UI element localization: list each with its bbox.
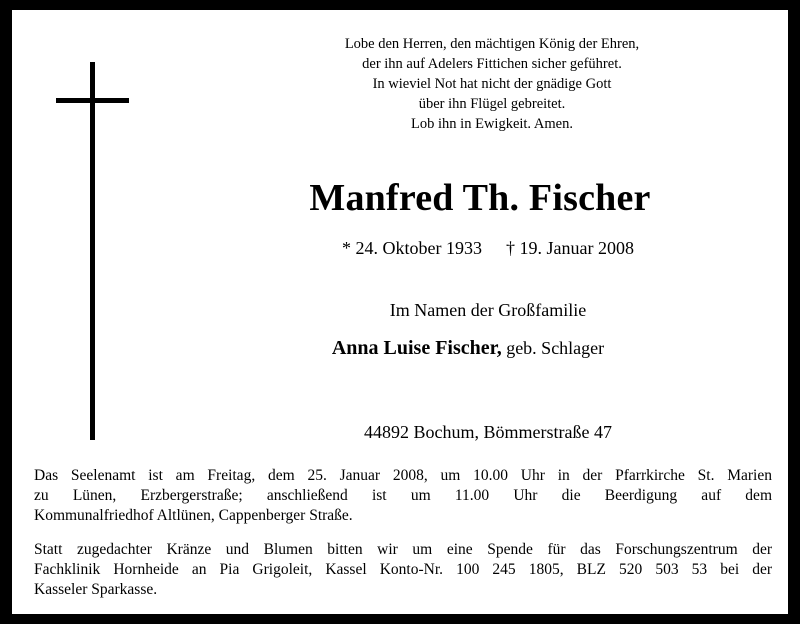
verse-line: der ihn auf Adelers Fittichen sicher geführet. bbox=[362, 56, 622, 72]
obituary-card bbox=[12, 10, 788, 614]
birth-date: * 24. Oktober 1933 bbox=[342, 238, 482, 258]
donation-notice-line: Kasseler Sparkasse. bbox=[34, 581, 158, 598]
life-dates bbox=[298, 238, 678, 259]
funeral-notice-line: zu Lünen, Erzbergerstraße; anschließend ist um 11.00 Uhr die Beerdigung auf dem bbox=[34, 487, 772, 504]
mourner-name: Anna Luise Fischer, bbox=[331, 337, 502, 359]
mourner-address: 44892 Bochum, Bömmerstraße 47 bbox=[364, 422, 612, 442]
verse-line: In wieviel Not hat nicht der gnädige Gott bbox=[372, 76, 612, 92]
cross-vertical-bar bbox=[90, 62, 95, 440]
hymn-verse bbox=[302, 34, 682, 134]
verse-line: Lobe den Herren, den mächtigen König der Ehren, bbox=[344, 36, 640, 52]
funeral-notice-line: Das Seelenamt ist am Freitag, dem 25. Januar 2008, um 10.00 Uhr in der Pfarrkirche St. Marien bbox=[34, 467, 772, 484]
verse-line: Lob ihn in Ewigkeit. Amen. bbox=[411, 116, 573, 132]
funeral-notice bbox=[34, 466, 772, 526]
mourner-maiden-name: geb. Schlager bbox=[506, 338, 605, 358]
verse-line: über ihn Flügel gebreitet. bbox=[418, 96, 566, 112]
cross-horizontal-bar bbox=[56, 98, 129, 103]
deceased-name: Manfred Th. Fischer bbox=[309, 177, 651, 219]
death-date: † 19. Januar 2008 bbox=[506, 238, 634, 258]
donation-notice-line: Statt zugedachter Kränze und Blumen bitten wir um eine Spende für das Forschungszentrum der bbox=[34, 541, 772, 558]
funeral-notice-line: Kommunalfriedhof Altlünen, Cappenberger Straße. bbox=[34, 507, 353, 524]
donation-notice bbox=[34, 540, 772, 600]
donation-notice-line: Fachklinik Hornheide an Pia Grigoleit, Kassel Konto-Nr. 100 245 1805, BLZ 520 503 53 bei der bbox=[34, 561, 772, 578]
mourner-line bbox=[268, 337, 668, 360]
family-intro: Im Namen der Großfamilie bbox=[389, 300, 587, 320]
